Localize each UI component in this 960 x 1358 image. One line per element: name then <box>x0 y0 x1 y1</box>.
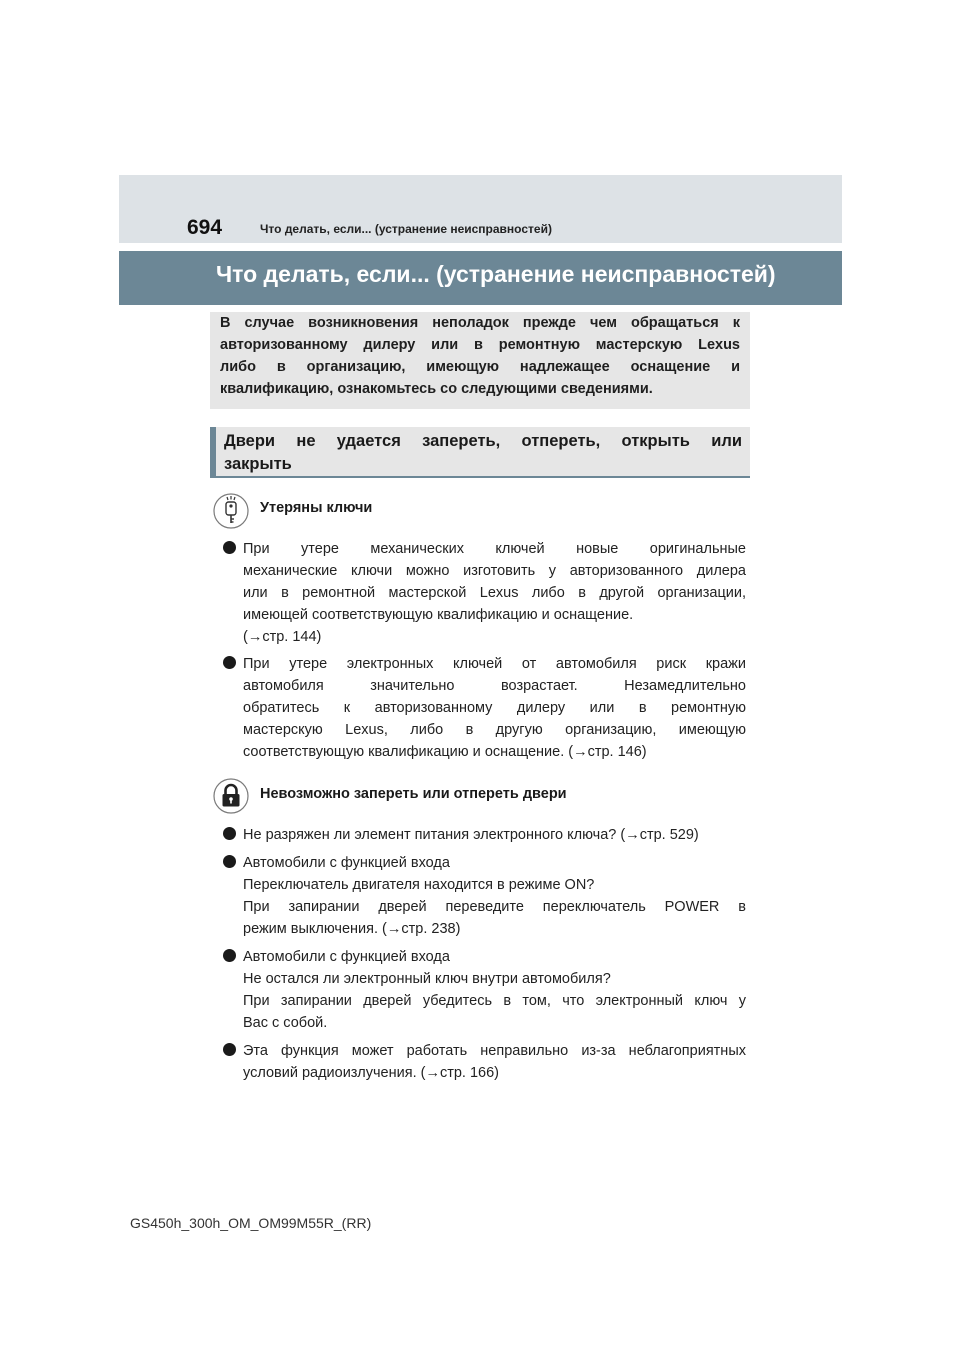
list-item-text <box>243 538 746 648</box>
list-item-text <box>243 824 746 846</box>
list-item-line: мастерскую Lexus, либо в другую организацию, имеющую <box>243 722 746 738</box>
list-item-line: Переключатель двигателя находится в режиме ON? <box>243 877 595 893</box>
list-item-line: Автомобили с функцией входа <box>243 855 450 871</box>
list-item-text <box>243 852 746 940</box>
bullet-icon <box>223 949 236 962</box>
list-item-line: Не остался ли электронный ключ внутри автомобиля? <box>243 971 611 987</box>
topic-line: Двери не удается запереть, отпереть, открыть или <box>224 432 742 450</box>
list-item-line: При запирании дверей убедитесь в том, что электронный ключ у <box>243 993 746 1009</box>
bullet-icon <box>223 656 236 669</box>
list-item-text <box>243 946 746 1034</box>
bullet-icon <box>223 1043 236 1056</box>
intro-text <box>220 312 740 400</box>
key-icon <box>213 493 249 529</box>
symptom-title: Утеряны ключи <box>260 500 373 516</box>
list-item-line: Эта функция может работать неправильно из-за неблагоприятных <box>243 1043 746 1059</box>
bullet-icon <box>223 541 236 554</box>
list-item-line: соответствующую квалификацию и оснащение. (→стр. 146) <box>243 744 647 760</box>
list-item-line: имеющей соответствующую квалификацию и оснащение. <box>243 607 634 623</box>
page-reference: (→стр. 144) <box>243 629 322 645</box>
list-item-line: При запирании дверей переведите переключатель POWER в <box>243 899 746 915</box>
topic-line: закрыть <box>224 455 292 473</box>
list-item-line: Автомобили с функцией входа <box>243 949 450 965</box>
list-item-line: При утере механических ключей новые оригинальные <box>243 541 746 557</box>
list-item-line: или в ремонтной мастерской Lexus либо в другой организации, <box>243 585 746 601</box>
topic-heading <box>224 430 742 476</box>
header-chapter-title: Что делать, если... (устранение неисправностей) <box>260 222 552 236</box>
intro-box <box>210 312 750 409</box>
list-item-line: условий радиоизлучения. (→стр. 166) <box>243 1065 500 1081</box>
padlock-icon <box>213 778 249 814</box>
footer-document-code: GS450h_300h_OM_OM99M55R_(RR) <box>130 1215 372 1231</box>
intro-line: авторизованному дилеру или в ремонтную мастерскую Lexus <box>220 337 740 353</box>
page-number: 694 <box>187 216 223 239</box>
section-title: Что делать, если... (устранение неисправностей) <box>216 261 776 287</box>
intro-line: квалификацию, ознакомьтесь со следующими сведениями. <box>220 381 653 397</box>
intro-line: В случае возникновения неполадок прежде чем обращаться к <box>220 315 740 331</box>
intro-line: либо в организацию, имеющую надлежащее оснащение и <box>220 359 740 375</box>
list-item-line: Вас с собой. <box>243 1015 328 1031</box>
bullet-icon <box>223 855 236 868</box>
list-item-line: автомобиля значительно возрастает. Незамедлительно <box>243 678 746 694</box>
list-item-text <box>243 653 746 763</box>
list-item-line: режим выключения. (→стр. 238) <box>243 921 461 937</box>
topic-heading-box <box>210 427 750 478</box>
list-item-line: При утере электронных ключей от автомобиля риск кражи <box>243 656 746 672</box>
list-item-line: обратитесь к авторизованному дилеру или в ремонтную <box>243 700 746 716</box>
list-item-text <box>243 1040 746 1084</box>
symptom-title: Невозможно запереть или отпереть двери <box>260 786 567 802</box>
bullet-icon <box>223 827 236 840</box>
list-item-line: механические ключи можно изготовить у авторизованного дилера <box>243 563 746 579</box>
list-item-line: Не разряжен ли элемент питания электронного ключа? (→стр. 529) <box>243 827 699 843</box>
